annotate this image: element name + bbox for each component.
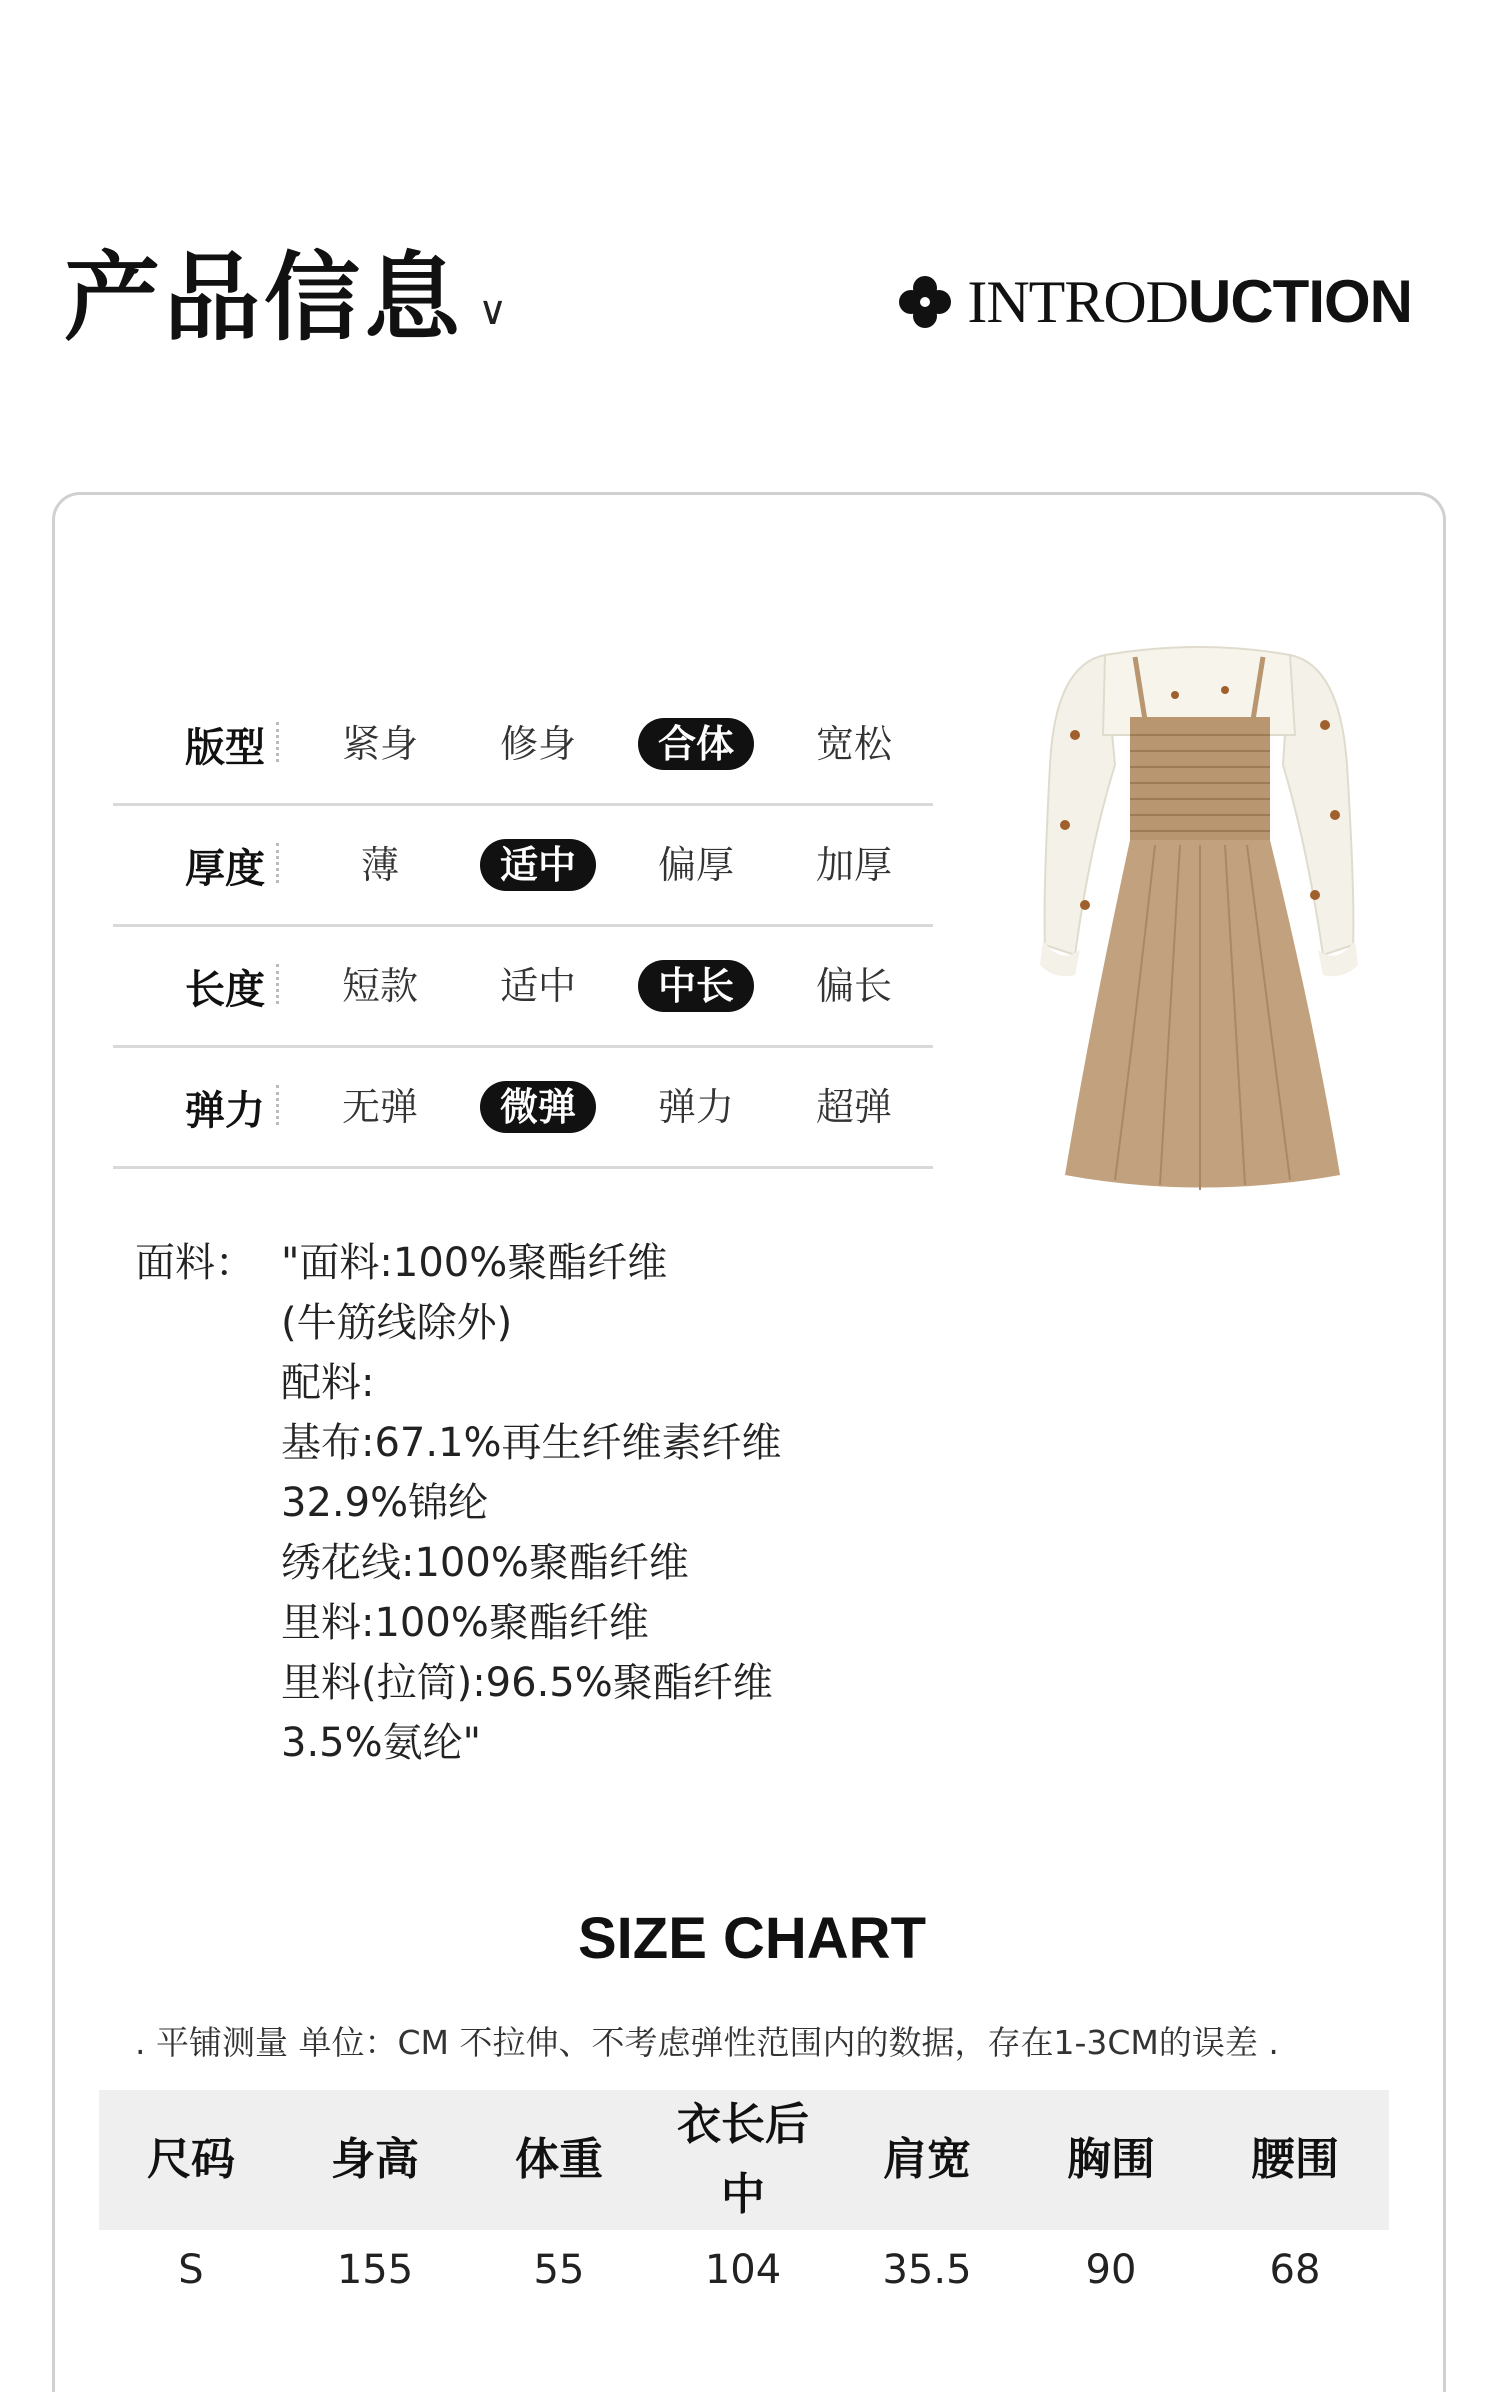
fabric-line: 配料: (281, 1360, 375, 1406)
attr-option: 修身 (499, 722, 576, 766)
size-cell: 155 (336, 2247, 414, 2293)
fabric-line: 里料:100%聚酯纤维 (281, 1600, 649, 1646)
page-title: 产品信息 (64, 241, 464, 354)
chevron-down-icon[interactable]: ∨ (478, 288, 508, 334)
size-chart-note: . 平铺测量 单位：CM 不拉伸、不考虑弹性范围内的数据，存在1-3CM的误差 . (135, 2023, 1279, 2062)
size-header-cell: 尺码 (147, 2134, 235, 2185)
size-cell: 90 (1085, 2247, 1137, 2293)
size-header-cell: 腰围 (1251, 2134, 1339, 2185)
size-chart-title: SIZE CHART (578, 1906, 926, 1971)
product-image-dress (1035, 645, 1365, 1205)
size-cell: 55 (533, 2247, 585, 2293)
page-header (0, 0, 1500, 420)
attr-option: 弹力 (657, 1085, 734, 1129)
fabric-line: "面料:100%聚酯纤维 (281, 1240, 668, 1286)
attr-label: 版型 (113, 716, 301, 773)
attr-label: 弹力 (113, 1079, 301, 1136)
attr-option: 无弹 (341, 1085, 418, 1129)
size-cell: 68 (1269, 2247, 1321, 2293)
attr-row-elasticity (113, 1048, 933, 1169)
fabric-label: 面料： (135, 1240, 255, 1286)
size-cell: S (178, 2247, 204, 2293)
attr-option-selected: 适中 (459, 839, 617, 891)
product-info-card (52, 492, 1446, 2392)
fabric-lines (281, 1233, 981, 1773)
attr-option: 偏长 (815, 964, 892, 1008)
size-table-row (99, 2230, 1389, 2310)
attr-label: 长度 (113, 958, 301, 1015)
attribute-table (113, 685, 933, 1169)
attr-option: 超弹 (815, 1085, 892, 1129)
fabric-line: 32.9%锦纶 (281, 1480, 489, 1526)
attr-option: 适中 (499, 964, 576, 1008)
attr-option-selected: 中长 (617, 960, 775, 1012)
size-header-cell: 体重 (515, 2134, 603, 2185)
introduction-logo (897, 268, 1412, 335)
fabric-line: (牛筋线除外) (281, 1300, 513, 1346)
attr-option: 紧身 (341, 722, 418, 766)
attr-option: 加厚 (815, 843, 892, 887)
intro-text-light: INTROD (967, 269, 1189, 335)
size-table-header (99, 2090, 1389, 2230)
flower-icon (897, 274, 953, 330)
attr-row-fit (113, 685, 933, 806)
attr-row-length (113, 927, 933, 1048)
attr-row-thickness (113, 806, 933, 927)
fabric-line: 基布:67.1%再生纤维素纤维 (281, 1420, 782, 1466)
size-header-cell: 肩宽 (883, 2134, 971, 2185)
attr-option-selected: 合体 (617, 718, 775, 770)
attr-option: 薄 (360, 843, 399, 887)
intro-text-bold: UCTION (1188, 268, 1412, 335)
fabric-line: 3.5%氨纶" (281, 1720, 482, 1766)
attr-option: 宽松 (815, 722, 892, 766)
fabric-line: 里料(拉筒):96.5%聚酯纤维 (281, 1660, 773, 1706)
attr-option: 短款 (341, 964, 418, 1008)
size-header-cell: 胸围 (1067, 2134, 1155, 2185)
attr-option: 偏厚 (657, 843, 734, 887)
fabric-line: 绣花线:100%聚酯纤维 (281, 1540, 689, 1586)
size-cell: 104 (704, 2247, 782, 2293)
attr-option-selected: 微弹 (459, 1081, 617, 1133)
size-header-cell: 身高 (331, 2134, 419, 2185)
size-header-cell: 衣长后中 (677, 2099, 809, 2220)
size-table (99, 2090, 1389, 2310)
attr-label: 厚度 (113, 837, 301, 894)
size-cell: 35.5 (882, 2247, 972, 2293)
